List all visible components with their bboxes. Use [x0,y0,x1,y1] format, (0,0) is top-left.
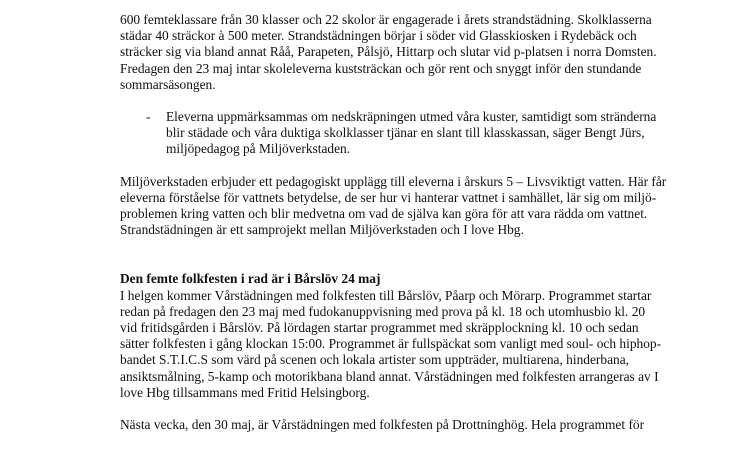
text-line: sommarsäsongen. [120,76,216,92]
text-line: sträcker sig via bland annat Råå, Parapeten, Pålsjö, Hittarp och slutar vid p-platsen i norra Domsten. [120,44,657,60]
document-page [120,12,667,449]
text-line: miljöpedagog på Miljöverkstaden. [166,141,351,157]
text-line: redan på fredagen den 23 maj med fudokanuppvisning med prova på kl. 18 och utomhusbio kl. 20 [120,303,646,319]
text-line: bandet S.T.I.C.S som värd på scenen och lokala artister som uppträder, multiarena, hinderbana, [120,352,630,368]
text-line: Eleverna uppmärksammas om nedskräpningen utmed våra kuster, samtidigt som stränderna [166,109,657,125]
text-line: problemen kring vatten och blir medvetna om vad de själva kan göra för att vara rädda om vattnet. [120,206,648,222]
text-line: 600 femteklassare från 30 klasser och 22 skolor är engagerade i årets strandstädning. Skolklasserna [120,12,652,27]
text-line: Strandstädningen är ett samprojekt mellan Miljöverkstaden och I love Hbg. [120,222,524,238]
section-heading: Den femte folkfesten i rad är i Bårslöv 24 maj [120,271,381,287]
paragraph-strandstadning [120,12,660,93]
text-line: ansiktsmålning, 5-kamp och motorikbana bland annat. Vårstädningen med folkfesten arrangeras av I [120,368,659,384]
text-line: Nästa vecka, den 30 maj, är Vårstädningen med folkfesten på Drottninghög. Hela programmet för [120,417,645,433]
text-line: städar 40 sträckor à 500 meter. Strandstädningen börjar i söder vid Glasskiosken i Rydebäck och [120,28,637,44]
paragraph-miljoverkstaden [120,173,667,239]
text-line: vid fritidsgården i Bårslöv. På lördagen startar programmet med skräpplockning kl. 10 och sedan [120,320,639,336]
section-folkfesten [120,271,660,401]
text-line: blir städade och våra duktiga skolklasser tjänar en slant till klasskassan, säger Bengt Jürs, [166,125,645,141]
text-line: love Hbg tillsammans med Fritid Helsingborg. [120,384,370,400]
paragraph-drottninghog [120,417,660,433]
quote-text [166,109,660,158]
text-line: eleverna förståelse för vattnets betydelse, de ser hur vi hanterar vattnet i samhället, lär sig om miljö- [120,189,657,205]
text-line: Miljöverkstaden erbjuder ett pedagogiskt upplägg till eleverna i årskurs 5 – Livsviktigt vatten. Här får [120,173,667,189]
text-line: sätter folkfesten i gång klockan 15:00. Programmet är fullspäckat som vanligt med soul- och hiphop- [120,336,662,352]
text-line: I helgen kommer Vårstädningen med folkfesten till Bårslöv, Påarp och Mörarp. Programmet startar [120,287,652,303]
quote-block [120,109,660,158]
quote-dash: - [146,109,151,125]
section-spacer [120,254,660,271]
text-line: Fredagen den 23 maj intar skoleleverna kuststräckan och gör rent och snyggt inför den stundande [120,60,642,76]
